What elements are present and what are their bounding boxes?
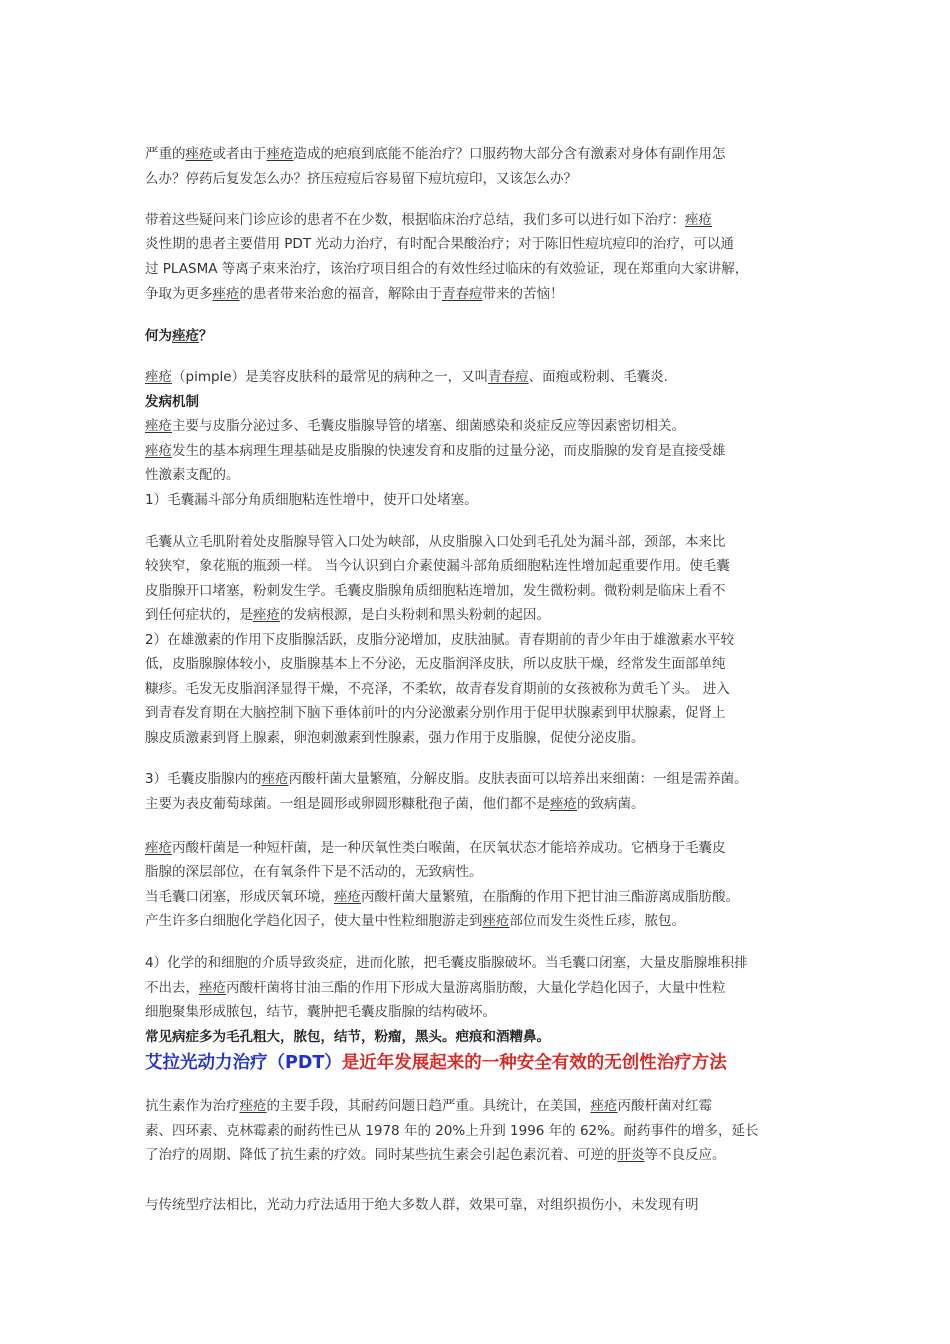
propioni-line-4: 产生许多白细胞化学趋化因子，使大量中性粒细胞游走到痤疮部位而发生炎性丘疹，脓包。 xyxy=(145,913,685,929)
acne-link[interactable]: 痤疮 xyxy=(199,980,226,996)
pimple-link[interactable]: 青春痘 xyxy=(442,286,483,302)
follicle-line-2: 较狭窄，象花瓶的瓶颈一样。 当今认识到白介素使漏斗部角质细胞粘连性增加起重要作用。使毛囊 xyxy=(145,558,730,574)
follicle-line-3: 皮脂腺开口堵塞，粉刺发生学。毛囊皮脂腺角质细胞粘连增加，发生微粉刺。微粉刺是临床上看不 xyxy=(145,583,726,599)
follicle-line-1: 毛囊从立毛肌附着处皮脂腺导管入口处为峡部，从皮脂腺入口处到毛孔处为漏斗部，颈部，本来比 xyxy=(145,534,726,550)
acne-link[interactable]: 痤疮 xyxy=(253,607,280,623)
follicle-line-7: 糠疹。毛发无皮脂润泽显得干燥，不亮泽，不柔软，故青春发育期前的女孩被称为黄毛丫头。 进入 xyxy=(145,681,730,697)
bacteria-line-1: 3）毛囊皮脂腺内的痤疮丙酸杆菌大量繁殖，分解皮脂。皮肤表面可以培养出来细菌：一组是需养菌。 xyxy=(145,771,748,787)
acne-link[interactable]: 痤疮 xyxy=(261,771,289,787)
hepatitis-link[interactable]: 肝炎 xyxy=(617,1147,645,1163)
propioni-line-1: 痤疮丙酸杆菌是一种短杆菌，是一种厌氧性类白喉菌，在厌氧状态才能培养成功。它栖身于毛囊皮 xyxy=(145,840,726,856)
pimple-link[interactable]: 青春痘 xyxy=(488,369,529,385)
acne-link[interactable]: 痤疮 xyxy=(266,146,294,162)
mechanism-line-3: 性激素支配的。 xyxy=(145,467,240,483)
pdt-heading: 艾拉光动力治疗（PDT）是近年发展起来的一种安全有效的无创性治疗方法 xyxy=(145,1053,727,1073)
follicle-line-9: 腺皮质激素到肾上腺素，卵泡刺激素到性腺素，强力作用于皮脂腺，促使分泌皮脂。 xyxy=(145,730,645,746)
mechanism-line-4: 1）毛囊漏斗部分角质细胞粘连性增中，使开口处堵塞。 xyxy=(145,492,478,508)
treatment-line-2: 炎性期的患者主要借用 PDT 光动力治疗，有时配合果酸治疗；对于陈旧性痘坑痘印的治疗，可以通 xyxy=(145,236,734,252)
follicle-line-6: 低，皮脂腺腺体较小，皮脂腺基本上不分泌，无皮脂润泽皮肤，所以皮肤干燥，经常发生面部单纯 xyxy=(145,656,726,672)
acne-link[interactable]: 痤疮 xyxy=(145,418,172,434)
acne-link[interactable]: 痤疮 xyxy=(212,286,240,302)
inflammation-line-1: 4）化学的和细胞的介质导致炎症，进而化脓，把毛囊皮脂腺破坏。当毛囊口闭塞，大量皮脂腺堆积排 xyxy=(145,955,748,971)
antibiotic-line-3: 了治疗的周期、降低了抗生素的疗效。同时某些抗生素会引起色素沉着、可逆的肝炎等不良反应。 xyxy=(145,1147,726,1163)
inflammation-line-3: 细胞聚集形成脓包，结节，囊肿把毛囊皮脂腺的结构破坏。 xyxy=(145,1004,496,1020)
definition-line: 痤疮（pimple）是美容皮肤科的最常见的病种之一，又叫青春痘、面疱或粉刺、毛囊炎. xyxy=(145,369,668,385)
propioni-line-2: 脂腺的深层部位，在有氧条件下是不活动的，无致病性。 xyxy=(145,864,483,880)
mechanism-line-2: 痤疮发生的基本病理生理基础是皮脂腺的快速发育和皮脂的过量分泌，而皮脂腺的发育是直接受雄 xyxy=(145,443,726,459)
acne-link[interactable]: 痤疮 xyxy=(685,212,712,228)
acne-link[interactable]: 痤疮 xyxy=(239,1098,267,1114)
intro-line-2: 么办？停药后复发怎么办？挤压痘痘后容易留下痘坑痘印，又该怎么办？ xyxy=(145,171,577,187)
mechanism-heading: 发病机制 xyxy=(145,394,199,410)
inflammation-line-2: 不出去，痤疮丙酸杆菌将甘油三酯的作用下形成大量游离脂肪酸，大量化学趋化因子，大量中性粒 xyxy=(145,980,726,996)
acne-link[interactable]: 痤疮 xyxy=(145,443,172,459)
acne-link[interactable]: 痤疮 xyxy=(185,146,213,162)
intro-line-1: 严重的痤疮或者由于痤疮造成的疤痕到底能不能治疗？口服药物大部分含有激素对身体有副作用怎 xyxy=(145,146,726,162)
treatment-line-1: 带着这些疑问来门诊应诊的患者不在少数，根据临床治疗总结，我们多可以进行如下治疗：痤疮 xyxy=(145,212,712,228)
antibiotic-line-2: 素、四环素、克林霉素的耐药性已从 1978 年的 20%上升到 1996 年的 62%。耐药事件的增多，延长 xyxy=(145,1123,759,1139)
acne-link[interactable]: 痤疮 xyxy=(482,913,510,929)
acne-link[interactable]: 痤疮 xyxy=(550,796,577,812)
follicle-line-8: 到青春发育期在大脑控制下脑下垂体前叶的内分泌激素分别作用于促甲状腺素到甲状腺素，促肾上 xyxy=(145,705,726,721)
mechanism-line-1: 痤疮主要与皮脂分泌过多、毛囊皮脂腺导管的堵塞、细菌感染和炎症反应等因素密切相关。 xyxy=(145,418,685,434)
antibiotic-line-1: 抗生素作为治疗痤疮的主要手段，其耐药问题日趋严重。具统计，在美国，痤疮丙酸杆菌对红霉 xyxy=(145,1098,712,1114)
bacteria-line-2: 主要为表皮葡萄球菌。一组是圆形或卵圆形糠秕孢子菌，他们都不是痤疮的致病菌。 xyxy=(145,796,645,812)
propioni-line-3: 当毛囊口闭塞，形成厌氧环境，痤疮丙酸杆菌大量繁殖，在脂酶的作用下把甘油三酯游离成脂肪酸。 xyxy=(145,889,739,905)
treatment-line-4: 争取为更多痤疮的患者带来治愈的福音，解除由于青春痘带来的苦恼！ xyxy=(145,286,564,302)
follicle-line-5: 2）在雄激素的作用下皮脂腺活跃，皮脂分泌增加，皮肤油腻。青春期前的青少年由于雄激素水平较 xyxy=(145,632,735,648)
acne-link[interactable]: 痤疮 xyxy=(172,328,199,344)
treatment-line-3: 过 PLASMA 等离子束来治疗，该治疗项目组合的有效性经过临床的有效验证，现在郑重向大家讲解， xyxy=(145,261,749,277)
follicle-line-4: 到任何症状的，是痤疮的发病根源，是白头粉刺和黑头粉刺的起因。 xyxy=(145,607,550,623)
acne-link[interactable]: 痤疮 xyxy=(145,840,172,856)
acne-link[interactable]: 痤疮 xyxy=(334,889,361,905)
acne-link[interactable]: 痤疮 xyxy=(590,1098,618,1114)
acne-link[interactable]: 痤疮 xyxy=(145,369,172,385)
common-symptoms-line: 常见病症多为毛孔粗大，脓包，结节，粉瘤，黑头。疤痕和酒糟鼻。 xyxy=(145,1029,550,1045)
what-is-acne-heading: 何为痤疮？ xyxy=(145,328,213,344)
comparison-line: 与传统型疗法相比，光动力疗法适用于绝大多数人群，效果可靠，对组织损伤小，未发现有明 xyxy=(145,1197,699,1213)
